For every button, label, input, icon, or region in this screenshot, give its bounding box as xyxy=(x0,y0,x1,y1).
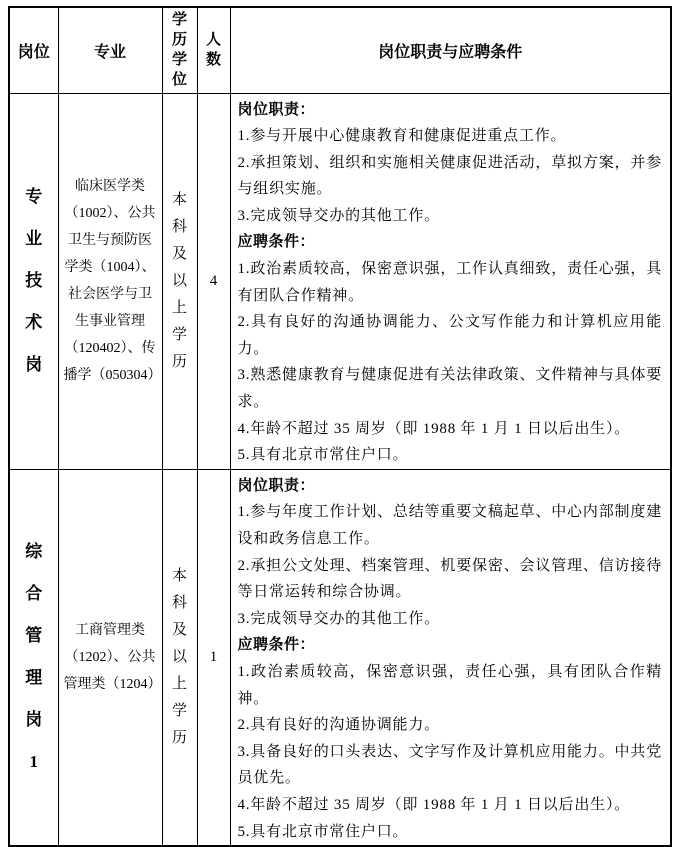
duty-item: 2.承担策划、组织和实施相关健康促进活动，草拟方案，并参与组织实施。 xyxy=(237,154,662,198)
requirement-section-title: 应聘条件： xyxy=(237,234,316,251)
requirement-item: 4.年龄不超过 35 周岁（即 1988 年 1 月 1 日以后出生）。 xyxy=(237,796,631,813)
position-cell xyxy=(9,469,58,846)
requirement-item: 2.具有良好的沟通协调能力。 xyxy=(237,717,440,734)
education-cell xyxy=(162,93,197,469)
duties-requirements-cell xyxy=(230,469,671,846)
header-position-label: 岗位 xyxy=(17,43,50,61)
duty-section-title: 岗位职责： xyxy=(237,101,316,118)
requirement-item: 5.具有北京市常住户口。 xyxy=(237,823,409,840)
header-duties xyxy=(230,7,671,93)
duty-item: 3.完成领导交办的其他工作。 xyxy=(237,207,440,224)
count-value: 1 xyxy=(209,648,218,665)
duties-requirements-cell xyxy=(230,93,671,469)
header-major-label: 专业 xyxy=(93,43,126,61)
major-text: 临床医学类（1002）、公共卫生与预防医学类（1004）、社会医学与卫生事业管理（120402）、传播学（050304） xyxy=(63,179,162,384)
recruitment-table-container xyxy=(8,6,672,847)
count-cell xyxy=(197,469,230,846)
requirement-item: 5.具有北京市常住户口。 xyxy=(237,447,409,464)
education-text: 本科及以上学历 xyxy=(171,191,187,370)
requirement-item: 1.政治素质较高，保密意识强，工作认真细致，责任心强，具有团队合作精神。 xyxy=(237,261,662,304)
count-cell xyxy=(197,93,230,469)
header-major xyxy=(58,7,162,93)
requirement-item: 1.政治素质较高，保密意识强，责任心强，具有团队合作精神。 xyxy=(237,663,662,707)
header-position xyxy=(9,7,58,93)
header-count xyxy=(197,7,230,93)
duty-item: 3.完成领导交办的其他工作。 xyxy=(237,610,440,627)
requirement-item: 3.具备良好的口头表达、文字写作及计算机应用能力。中共党员优先。 xyxy=(237,743,662,787)
education-text: 本科及以上学历 xyxy=(171,567,187,746)
recruitment-table xyxy=(8,6,672,847)
position-cell xyxy=(9,93,58,469)
header-count-label: 人数 xyxy=(205,32,221,69)
position-label: 专业技术岗 xyxy=(25,187,43,375)
header-row xyxy=(9,7,671,93)
requirement-item: 2.具有良好的沟通协调能力、公文写作能力和计算机应用能力。 xyxy=(237,314,662,357)
duty-item: 1.参与年度工作计划、总结等重要文稿起草、中心内部制度建设和政务信息工作。 xyxy=(237,504,662,547)
count-value: 4 xyxy=(209,272,218,289)
requirement-section-title: 应聘条件： xyxy=(237,637,316,654)
header-education xyxy=(162,7,197,93)
major-cell xyxy=(58,93,162,469)
duty-section-title: 岗位职责： xyxy=(237,477,316,494)
duty-item: 2.承担公文处理、档案管理、机要保密、会议管理、信访接待等日常运转和综合协调。 xyxy=(237,557,662,601)
header-duties-label: 岗位职责与应聘条件 xyxy=(378,43,523,61)
table-row xyxy=(9,469,671,846)
major-text: 工商管理类（1202）、公共管理类（1204） xyxy=(63,622,162,692)
requirement-item: 3.熟悉健康教育与健康促进有关法律政策、文件精神与具体要求。 xyxy=(237,367,662,411)
major-cell xyxy=(58,469,162,846)
education-cell xyxy=(162,469,197,846)
requirement-item: 4.年龄不超过 35 周岁（即 1988 年 1 月 1 日以后出生）。 xyxy=(237,420,631,437)
header-education-label: 学历学位 xyxy=(171,12,187,89)
position-label: 综合管理岗1 xyxy=(25,542,43,772)
duty-item: 1.参与开展中心健康教育和健康促进重点工作。 xyxy=(237,128,567,145)
table-row xyxy=(9,93,671,469)
